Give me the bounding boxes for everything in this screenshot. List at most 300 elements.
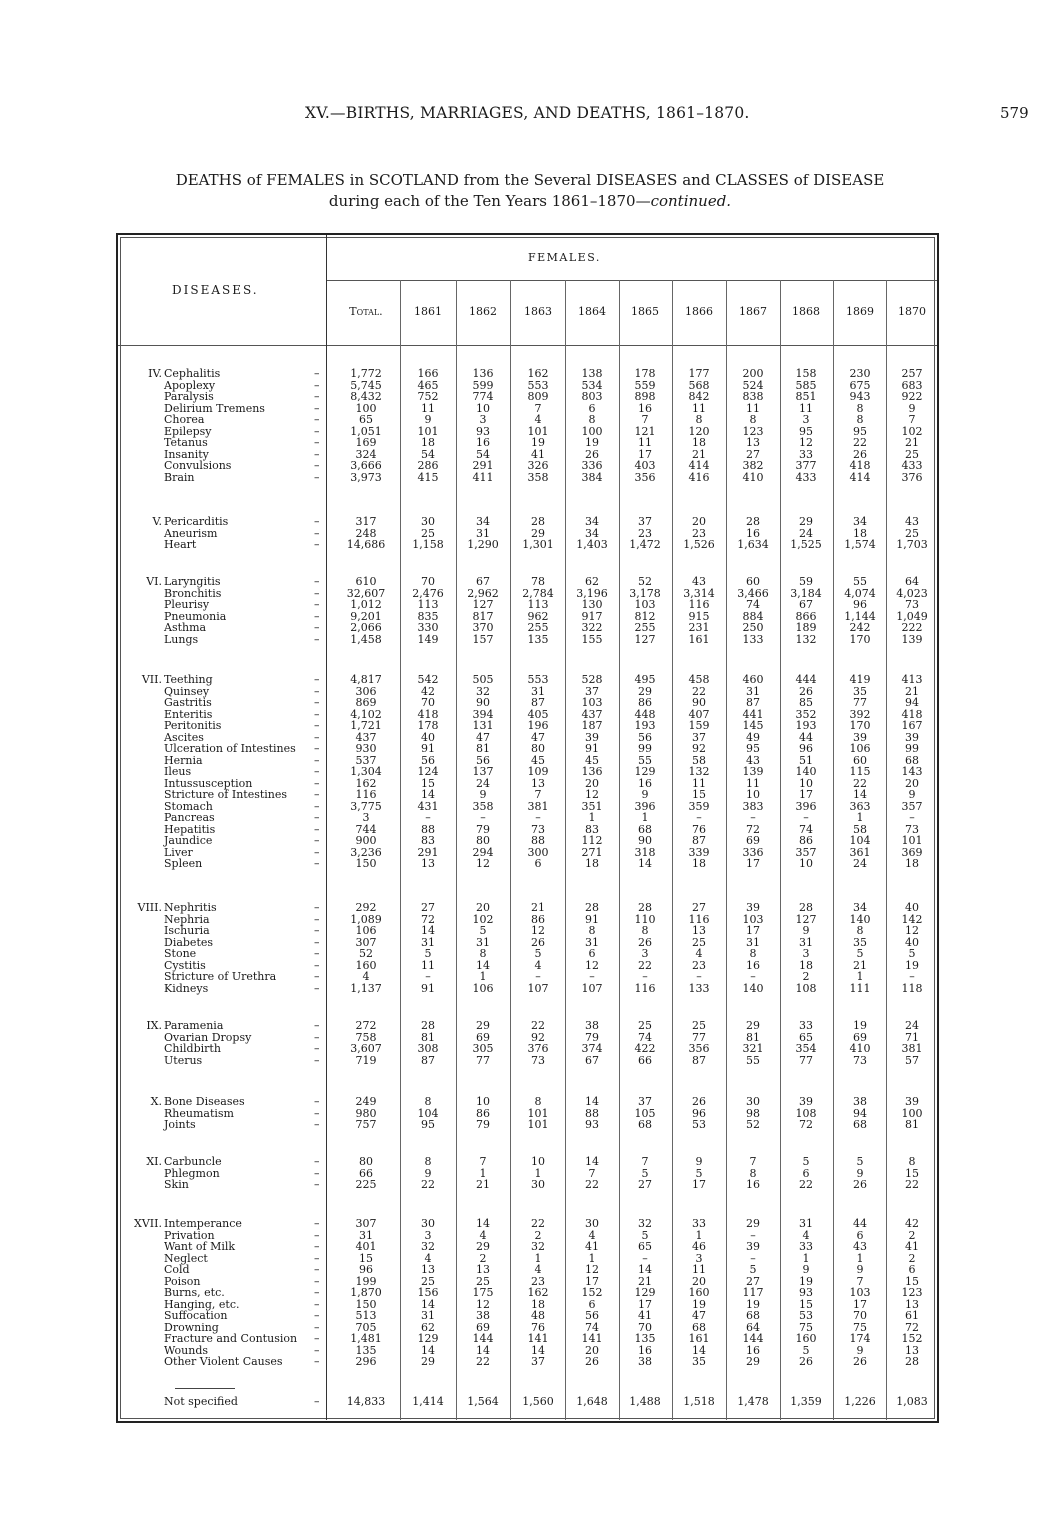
table-cell: 585	[795, 378, 817, 392]
table-cell: 356	[688, 1042, 710, 1055]
table-cell: 18	[853, 526, 867, 540]
table-cell: 90	[476, 696, 490, 709]
table-cell: 87	[692, 834, 706, 847]
table-cell: 6	[908, 1263, 916, 1276]
table-cell: 5	[749, 1263, 757, 1276]
leader-dash: –	[314, 901, 320, 914]
table-cell: 20	[476, 901, 490, 914]
class-numeral: VIII.	[137, 901, 162, 914]
table-cell: 135	[634, 1332, 656, 1345]
table-cell: 534	[581, 378, 603, 392]
table-cell: 11	[421, 958, 435, 972]
table-cell: 21	[905, 684, 919, 698]
disease-name: Intemperance	[164, 1217, 242, 1230]
table-cell: 1,564	[467, 1395, 499, 1408]
table-cell: 68	[746, 1309, 760, 1322]
table-cell: 322	[581, 621, 603, 634]
disease-name: Suffocation	[164, 1309, 228, 1322]
leader-dash: –	[314, 1217, 320, 1230]
table-cell: 9,201	[350, 609, 382, 623]
table-cell: 10	[799, 857, 813, 870]
table-cell: 321	[742, 1042, 764, 1055]
table-cell: 1,144	[844, 609, 876, 623]
table-cell: 381	[901, 1042, 923, 1055]
table-cell: 1	[641, 811, 649, 824]
table-cell: 1,721	[350, 719, 382, 732]
table-cell: 13	[692, 924, 706, 937]
leader-dash: –	[314, 413, 320, 426]
table-cell: 175	[472, 1286, 494, 1299]
header-rule	[118, 345, 937, 346]
table-cell: 120	[688, 424, 710, 438]
table-cell: 414	[688, 459, 710, 472]
table-cell: 542	[417, 673, 439, 686]
table-cell: 4,023	[896, 586, 928, 600]
table-cell: 418	[417, 707, 439, 721]
table-cell: 980	[355, 1106, 377, 1120]
table-cell: 291	[417, 845, 439, 859]
table-cell: 19	[905, 958, 919, 972]
table-cell: 58	[853, 822, 867, 836]
table-cell: 14	[638, 1263, 652, 1276]
table-cell: 73	[905, 598, 919, 611]
table-cell: 3	[641, 947, 649, 960]
table-cell: 56	[476, 753, 490, 767]
table-cell: 133	[688, 981, 710, 995]
table-cell: 162	[527, 1286, 549, 1299]
leader-dash: –	[314, 401, 320, 415]
table-cell: 458	[688, 673, 710, 686]
table-cell: 196	[527, 719, 549, 732]
table-cell: 414	[849, 470, 871, 484]
table-cell: 22	[799, 1178, 813, 1191]
table-cell: 339	[688, 845, 710, 859]
table-cell: 382	[742, 459, 764, 472]
table-cell: 22	[476, 1355, 490, 1368]
table-cell: 376	[527, 1042, 549, 1055]
table-cell: 8,432	[350, 390, 382, 403]
table-cell: 513	[355, 1309, 377, 1322]
table-cell: 528	[581, 673, 603, 686]
table-cell: 17	[799, 788, 813, 801]
table-cell: 1,089	[350, 912, 382, 926]
table-cell: 441	[742, 707, 764, 721]
leader-dash: –	[314, 1251, 320, 1265]
not-specified-divider	[175, 1388, 235, 1389]
table-cell: 35	[853, 935, 867, 949]
table-cell: 91	[585, 912, 599, 926]
table-cell: 107	[581, 981, 603, 995]
leader-dash: –	[314, 1286, 320, 1299]
table-cell: 14	[476, 958, 490, 972]
column-header: 1863	[524, 305, 552, 318]
leader-dash: –	[314, 834, 320, 847]
group-title: FEMALES.	[528, 251, 601, 264]
table-cell: 155	[581, 632, 603, 646]
table-cell: 90	[638, 834, 652, 847]
table-cell: 28	[585, 901, 599, 914]
table-cell: 26	[853, 447, 867, 461]
table-cell: 15	[905, 1274, 919, 1288]
table-cell: 23	[638, 526, 652, 540]
table-cell: 46	[692, 1240, 706, 1253]
table-cell: 95	[746, 742, 760, 755]
table-cell: 7	[479, 1155, 487, 1168]
table-cell: 22	[531, 1217, 545, 1230]
table-cell: 177	[688, 367, 710, 380]
table-row	[118, 1333, 938, 1345]
table-cell: 705	[355, 1320, 377, 1334]
leader-dash: –	[314, 970, 320, 983]
table-cell: 118	[901, 981, 923, 995]
table-cell: 231	[688, 621, 710, 634]
page-number: 579	[1000, 104, 1029, 122]
table-cell: 92	[692, 742, 706, 755]
table-cell: –	[803, 811, 809, 824]
table-cell: 26	[531, 935, 545, 949]
table-cell: 13	[746, 436, 760, 449]
table-cell: 2,066	[350, 621, 382, 634]
leader-dash: –	[314, 958, 320, 972]
table-cell: 336	[581, 459, 603, 472]
table-cell: 14	[692, 1343, 706, 1357]
table-cell: 113	[527, 598, 549, 611]
table-cell: 2	[534, 1228, 542, 1242]
table-cell: 249	[355, 1095, 377, 1108]
disease-name: Carbuncle	[164, 1155, 222, 1168]
table-cell: 15	[799, 1297, 813, 1311]
disease-name: Quinsey	[164, 684, 210, 698]
table-cell: 18	[692, 436, 706, 449]
table-cell: 683	[901, 378, 923, 392]
table-cell: 3,236	[350, 845, 382, 859]
table-cell: 152	[901, 1332, 923, 1345]
table-cell: 65	[638, 1240, 652, 1253]
table-cell: 1,870	[350, 1286, 382, 1299]
table-cell: 14	[476, 1217, 490, 1230]
table-cell: 18	[585, 857, 599, 870]
table-cell: 137	[472, 765, 494, 778]
table-cell: 12	[585, 1263, 599, 1276]
table-cell: 5,745	[350, 378, 382, 392]
disease-name: Want of Milk	[164, 1240, 236, 1253]
table-row	[118, 847, 938, 859]
table-cell: 3	[695, 1251, 703, 1265]
table-cell: 140	[742, 981, 764, 995]
table-row	[118, 1043, 938, 1055]
class-numeral: VI.	[146, 575, 162, 588]
table-cell: 812	[634, 609, 656, 623]
table-cell: 27	[692, 901, 706, 914]
running-header	[0, 104, 1063, 134]
table-cell: 413	[901, 673, 923, 686]
table-cell: 330	[417, 621, 439, 634]
disease-name: Ovarian Dropsy	[164, 1030, 252, 1044]
table-row	[118, 426, 938, 438]
table-cell: 869	[355, 696, 377, 709]
table-cell: 418	[849, 459, 871, 472]
table-cell: 1,137	[350, 981, 382, 995]
table-cell: 94	[905, 696, 919, 709]
table-cell: 116	[688, 912, 710, 926]
table-cell: 58	[692, 753, 706, 767]
disease-name: Stomach	[164, 799, 213, 813]
table-cell: 80	[359, 1155, 373, 1168]
table-cell: 230	[849, 367, 871, 380]
table-cell: 9	[695, 1155, 703, 1168]
table-cell: 18	[905, 857, 919, 870]
table-cell: 8	[479, 947, 487, 960]
table-cell: 8	[695, 413, 703, 426]
table-cell: 39	[746, 1240, 760, 1253]
disease-name: Nephria	[164, 912, 210, 926]
table-cell: 47	[692, 1309, 706, 1322]
table-cell: 28	[421, 1019, 435, 1032]
table-row	[118, 1356, 938, 1368]
table-cell: 33	[799, 1240, 813, 1253]
table-cell: 107	[527, 981, 549, 995]
table-cell: 117	[742, 1286, 764, 1299]
table-cell: 31	[359, 1228, 373, 1242]
table-cell: 675	[849, 378, 871, 392]
table-row	[118, 1253, 938, 1265]
table-cell: 1,472	[629, 538, 661, 551]
column-header: 1867	[739, 305, 767, 318]
table-cell: 13	[905, 1297, 919, 1311]
leader-dash: –	[314, 822, 320, 836]
table-row	[118, 539, 938, 551]
table-cell: –	[642, 970, 648, 983]
table-cell: 102	[901, 424, 923, 438]
table-cell: 162	[355, 776, 377, 790]
table-cell: 94	[853, 1106, 867, 1120]
table-cell: 10	[799, 776, 813, 790]
table-cell: 86	[799, 834, 813, 847]
table-cell: 25	[421, 526, 435, 540]
table-cell: 1,526	[683, 538, 715, 551]
table-cell: 61	[905, 1309, 919, 1322]
table-cell: 106	[355, 924, 377, 937]
disease-name: Laryngitis	[164, 575, 221, 588]
table-cell: 3	[362, 811, 370, 824]
table-cell: 774	[472, 390, 494, 403]
table-cell: 39	[905, 730, 919, 744]
table-cell: 141	[527, 1332, 549, 1345]
table-cell: 418	[901, 707, 923, 721]
table-cell: 326	[527, 459, 549, 472]
table-cell: 272	[355, 1019, 377, 1032]
table-row	[118, 460, 938, 472]
disease-name: Aneurism	[164, 526, 218, 540]
table-cell: 248	[355, 526, 377, 540]
table-cell: 11	[421, 401, 435, 415]
table-cell: 1,488	[629, 1395, 661, 1408]
disease-name: Privation	[164, 1228, 215, 1242]
table-cell: 31	[531, 684, 545, 698]
table-cell: 33	[799, 447, 813, 461]
table-cell: 1	[534, 1251, 542, 1265]
leader-dash: –	[314, 1030, 320, 1044]
table-cell: 1,518	[683, 1395, 715, 1408]
table-cell: 1	[588, 1251, 596, 1265]
table-cell: 5	[641, 1166, 649, 1180]
disease-name: Spleen	[164, 857, 203, 870]
table-cell: –	[909, 811, 915, 824]
leader-dash: –	[314, 470, 320, 484]
table-cell: 57	[905, 1053, 919, 1067]
table-cell: 93	[476, 424, 490, 438]
disease-name: Other Violent Causes	[164, 1355, 283, 1368]
leader-dash: –	[314, 1309, 320, 1322]
table-cell: 3,466	[737, 586, 769, 600]
table-cell: 7	[908, 413, 916, 426]
table-cell: 108	[795, 1106, 817, 1120]
table-cell: 47	[531, 730, 545, 744]
table-cell: 64	[746, 1320, 760, 1334]
table-cell: 305	[472, 1042, 494, 1055]
table-row	[118, 789, 938, 801]
table-cell: 31	[476, 526, 490, 540]
table-cell: 559	[634, 378, 656, 392]
table-cell: 80	[476, 834, 490, 847]
table-cell: 5	[802, 1155, 810, 1168]
table-cell: 100	[581, 424, 603, 438]
table-row	[118, 599, 938, 611]
table-cell: 23	[692, 526, 706, 540]
table-cell: 87	[421, 1053, 435, 1067]
table-cell: 1,478	[737, 1395, 769, 1408]
class-numeral: IX.	[146, 1019, 162, 1032]
table-cell: 76	[692, 822, 706, 836]
table-cell: 30	[421, 515, 435, 528]
table-cell: 2,476	[412, 586, 444, 600]
table-cell: 11	[746, 401, 760, 415]
table-cell: 27	[746, 1274, 760, 1288]
disease-name: Hernia	[164, 753, 203, 767]
table-cell: 40	[905, 935, 919, 949]
table-cell: 19	[692, 1297, 706, 1311]
table-cell: 43	[853, 1240, 867, 1253]
table-cell: 53	[799, 1309, 813, 1322]
table-cell: 54	[476, 447, 490, 461]
table-cell: 495	[634, 673, 656, 686]
leader-dash: –	[314, 1355, 320, 1368]
table-cell: 291	[472, 459, 494, 472]
table-row	[118, 1055, 938, 1067]
table-row	[118, 414, 938, 426]
table-cell: 135	[355, 1343, 377, 1357]
table-cell: 100	[355, 401, 377, 415]
table-cell: 23	[531, 1274, 545, 1288]
table-cell: 88	[531, 834, 545, 847]
table-cell: 1,481	[350, 1332, 382, 1345]
leader-dash: –	[314, 742, 320, 755]
table-cell: 170	[849, 632, 871, 646]
diseases-title: DISEASES.	[172, 283, 259, 297]
table-cell: 352	[795, 707, 817, 721]
table-cell: 54	[421, 447, 435, 461]
column-header: 1866	[685, 305, 713, 318]
table-cell: 1,634	[737, 538, 769, 551]
disease-name: Paralysis	[164, 390, 214, 403]
table-cell: 5	[534, 947, 542, 960]
table-cell: 505	[472, 673, 494, 686]
table-cell: 14	[585, 1155, 599, 1168]
table-cell: 34	[853, 901, 867, 914]
table-cell: 14,686	[346, 538, 386, 551]
table-cell: 101	[901, 834, 923, 847]
table-cell: 14,833	[346, 1395, 386, 1408]
disease-name: Poison	[164, 1274, 201, 1288]
table-cell: 140	[849, 912, 871, 926]
table-cell: 28	[638, 901, 652, 914]
leader-dash: –	[314, 719, 320, 732]
table-cell: 34	[476, 515, 490, 528]
disease-name: Brain	[164, 470, 195, 484]
table-cell: 26	[799, 1355, 813, 1368]
table-cell: –	[750, 1228, 756, 1242]
table-cell: 73	[853, 1053, 867, 1067]
table-cell: 7	[641, 1155, 649, 1168]
table-cell: 553	[527, 673, 549, 686]
table-cell: 4	[534, 413, 542, 426]
leader-dash: –	[314, 857, 320, 870]
table-cell: 3,666	[350, 459, 382, 472]
table-cell: 169	[355, 436, 377, 449]
table-cell: 803	[581, 390, 603, 403]
table-cell: 6	[534, 857, 542, 870]
disease-name: Joints	[164, 1118, 196, 1131]
table-cell: 419	[849, 673, 871, 686]
table-cell: 3,775	[350, 799, 382, 813]
disease-class-group	[118, 576, 938, 645]
table-cell: 145	[742, 719, 764, 732]
table-cell: 56	[638, 730, 652, 744]
table-cell: 4	[534, 1263, 542, 1276]
column-header: 1865	[631, 305, 659, 318]
leader-dash: –	[314, 788, 320, 801]
table-cell: 2,962	[467, 586, 499, 600]
table-cell: 106	[849, 742, 871, 755]
table-row	[118, 948, 938, 960]
disease-name: Cephalitis	[164, 367, 221, 380]
table-cell: 1,403	[576, 538, 608, 551]
table-cell: 7	[856, 1274, 864, 1288]
table-cell: 3,973	[350, 470, 382, 484]
table-cell: 2,784	[522, 586, 554, 600]
table-cell: 72	[905, 1320, 919, 1334]
leader-dash: –	[314, 1263, 320, 1276]
table-cell: 140	[795, 765, 817, 778]
table-cell: 307	[355, 935, 377, 949]
table-cell: 103	[581, 696, 603, 709]
table-row	[118, 812, 938, 824]
table-cell: 24	[853, 857, 867, 870]
table-cell: 73	[531, 1053, 545, 1067]
table-cell: 35	[853, 684, 867, 698]
table-cell: 29	[476, 1019, 490, 1032]
table-cell: 10	[476, 401, 490, 415]
table-cell: 286	[417, 459, 439, 472]
table-cell: 10	[746, 788, 760, 801]
column-header: Total.	[349, 305, 383, 318]
table-cell: 7	[749, 1155, 757, 1168]
table-cell: 9	[479, 788, 487, 801]
table-cell: 77	[799, 1053, 813, 1067]
disease-name: Pleurisy	[164, 598, 210, 611]
table-cell: 14	[531, 1343, 545, 1357]
table-cell: 43	[905, 515, 919, 528]
